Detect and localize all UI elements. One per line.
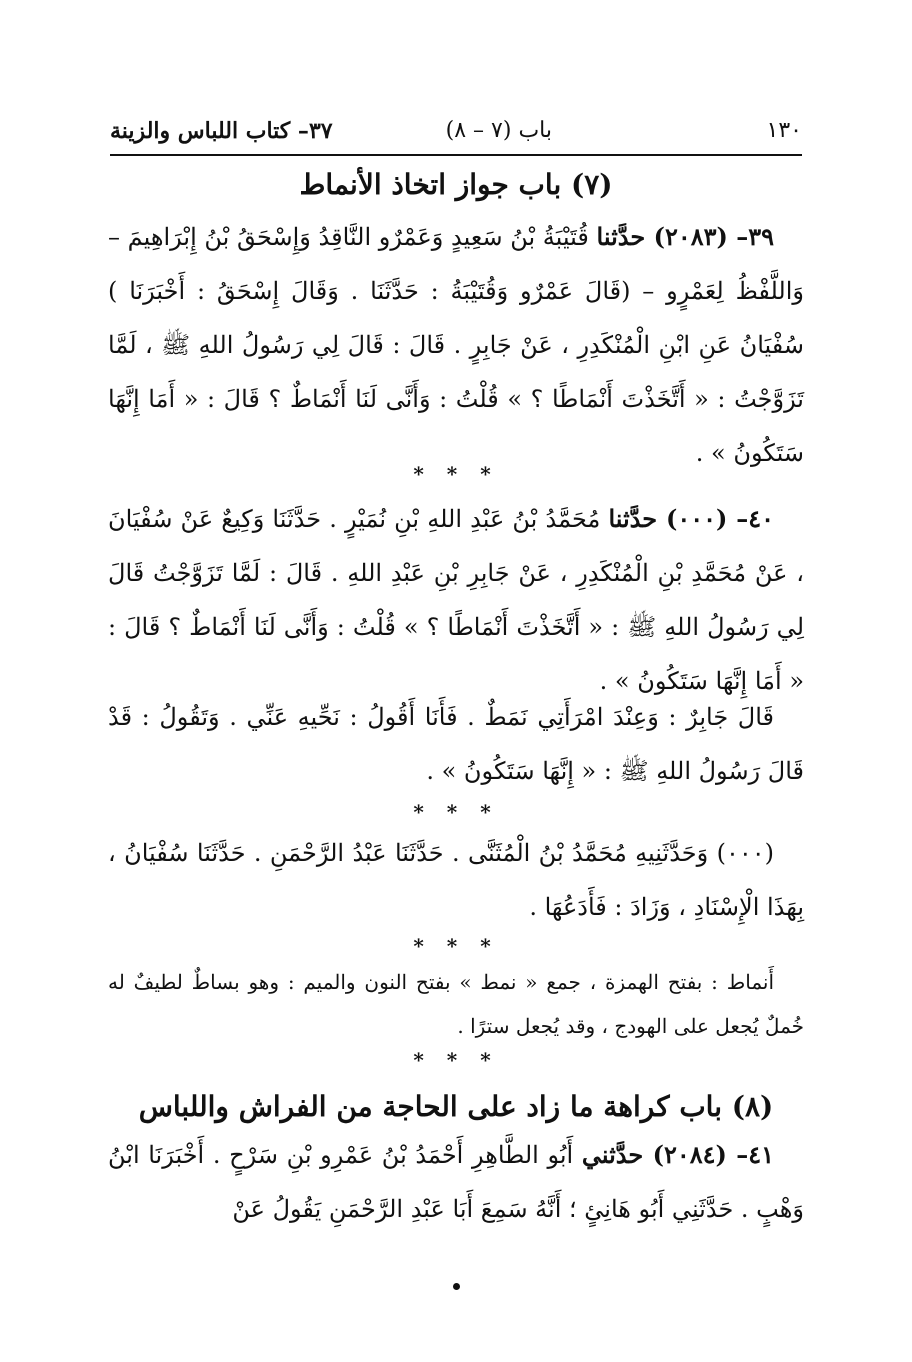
hadith-40-number: ٤٠– (٠٠٠) حدَّثنا — [608, 504, 774, 533]
separator-2: * * * — [413, 800, 499, 824]
hadith-40-continuation: قَالَ جَابِرٌ : وَعِنْدَ امْرَأَتِي نَمَطٌ . فَأَنَا أَقُولُ : نَحِّيهِ عَنِّي . وَتَقُولُ : قَدْ قَالَ رَسُولُ اللهِ ﷺ : « إِنَّهَا سَتَكُونُ » . — [108, 703, 804, 785]
hadith-39 — [108, 210, 804, 480]
page-number: ١٣٠ — [766, 118, 802, 143]
section-8-title: (٨) باب كراهة ما زاد على الحاجة من الفراش واللباس — [138, 1090, 774, 1123]
hadith-41-number: ٤١– (٢٠٨٤) حدَّثني — [581, 1140, 774, 1169]
separator-4: * * * — [413, 1048, 499, 1072]
section-7-title: (٧) باب جواز اتخاذ الأنماط — [299, 168, 613, 201]
hadith-40-text: مُحَمَّدُ بْنُ عَبْدِ اللهِ بْنِ نُمَيْرٍ . حَدَّثَنَا وَكِيعٌ عَنْ سُفْيَانَ ، عَنْ مُحَمَّدِ بْنِ الْمُنْكَدِرِ ، عَنْ جَابِرِ بْنِ عَبْدِ اللهِ . قَالَ : لَمَّا تَزَوَّجْتُ قَالَ لِي رَسُولُ اللهِ ﷺ : « أَتَّخَذْتَ أَنْمَاطًا ؟ » قُلْتُ : وَأَنَّى لَنَا أَنْمَاطٌ ؟ قَالَ : « أَمَا إِنَّهَا سَتَكُونُ » . — [108, 505, 804, 695]
hadith-41 — [108, 1128, 804, 1236]
footnote: أَنماط : بفتح الهمزة ، جمع « نمط » بفتح النون والميم : وهو بساطٌ لطيفٌ له خُملٌ يُجعل على الهودج ، وقد يُجعل سترًا . — [108, 970, 804, 1038]
hadith-40 — [108, 492, 804, 708]
book-title: ٣٧– كتاب اللباس والزينة — [110, 118, 333, 144]
page-dot-mark — [453, 1283, 460, 1290]
separator-1: * * * — [413, 462, 499, 486]
chapter-reference: باب (٧ – ٨) — [445, 118, 552, 143]
hadith-39-number: ٣٩– (٢٠٨٣) حدَّثنا — [596, 222, 775, 251]
hadith-39-text: قُتَيْبَةُ بْنُ سَعِيدٍ وَعَمْرٌو النَّاقِدُ وَإِسْحَقُ بْنُ إِبْرَاهِيمَ – وَاللَّفْظُ لِعَمْرٍو – (قَالَ عَمْرٌو وَقُتَيْبَةُ : حَدَّثَنَا . وَقَالَ إِسْحَقُ : أَخْبَرَنَا ) سُفْيَانُ عَنِ ابْنِ الْمُنْكَدِرِ ، عَنْ جَابِرٍ . قَالَ : قَالَ لِي رَسُولُ اللهِ ﷺ ، لَمَّا تَزَوَّجْتُ : « أَتَّخَذْتَ أَنْمَاطًا ؟ » قُلْتُ : وَأَنَّى لَنَا أَنْمَاطٌ ؟ قَالَ : « أَمَا إِنَّهَا سَتَكُونُ » . — [108, 223, 804, 467]
hadith-40b: (٠٠٠) وَحَدَّثَنِيهِ مُحَمَّدُ بْنُ الْمُثَنَّى . حَدَّثَنَا عَبْدُ الرَّحْمَنِ . حَدَّثَنَا سُفْيَانُ ، بِهَذَا الْإِسْنَادِ ، وَزَادَ : فَأَدَعُهَا . — [108, 839, 804, 921]
page-header — [110, 118, 802, 156]
separator-3: * * * — [413, 934, 499, 958]
hadith-41-text: أَبُو الطَّاهِرِ أَحْمَدُ بْنُ عَمْرِو بْنِ سَرْحٍ . أَخْبَرَنَا ابْنُ وَهْبٍ . حَدَّثَنِي أَبُو هَانِئٍ ؛ أَنَّهُ سَمِعَ أَبَا عَبْدِ الرَّحْمَنِ يَقُولُ عَنْ — [108, 1141, 804, 1223]
